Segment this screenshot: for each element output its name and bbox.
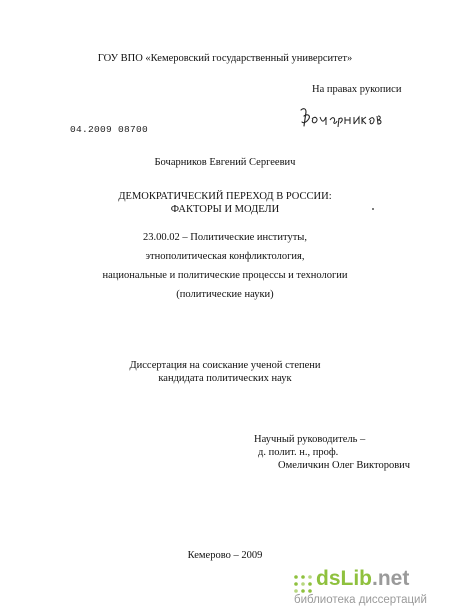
specialty-block <box>0 228 450 304</box>
title-line: ФАКТОРЫ И МОДЕЛИ <box>170 204 280 215</box>
degree-line: кандидата политических наук <box>158 373 292 384</box>
institution-name: ГОУ ВПО «Кемеровский государственный университет» <box>97 53 353 64</box>
city-year: Кемерово – 2009 <box>187 550 263 561</box>
brand-lib: Lib <box>340 567 373 590</box>
registration-number: 04.2009 08700 <box>70 124 149 135</box>
ink-dot <box>372 208 374 210</box>
manuscript-rights-note: На правах рукописи <box>312 84 402 95</box>
dslib-watermark[interactable] <box>292 567 442 609</box>
supervisor-label: Научный руководитель – <box>254 434 366 445</box>
dslib-subtitle: библиотека диссертаций <box>294 594 427 606</box>
brand-ds: ds <box>316 567 341 590</box>
degree-line: Диссертация на соискание ученой степени <box>129 360 321 371</box>
dslib-logo-icon <box>292 573 314 595</box>
title-line: ДЕМОКРАТИЧЕСКИЙ ПЕРЕХОД В РОССИИ: <box>118 191 332 202</box>
brand-net: .net <box>372 567 410 590</box>
handwritten-signature <box>298 104 384 130</box>
supervisor-degree: д. полит. н., проф. <box>258 447 339 458</box>
dslib-brand-text <box>316 567 409 591</box>
specialty-line: национальные и политические процессы и технологии <box>102 270 348 281</box>
dissertation-title <box>0 190 450 216</box>
degree-statement <box>0 359 450 385</box>
supervisor-name: Омеличкин Олег Викторович <box>278 460 411 471</box>
specialty-line: 23.00.02 – Политические институты, <box>143 232 307 243</box>
author-name: Бочарников Евгений Сергеевич <box>154 157 296 168</box>
specialty-line: этнополитическая конфликтология, <box>145 251 305 262</box>
supervisor-block <box>254 433 410 472</box>
specialty-line: (политические науки) <box>176 289 274 300</box>
